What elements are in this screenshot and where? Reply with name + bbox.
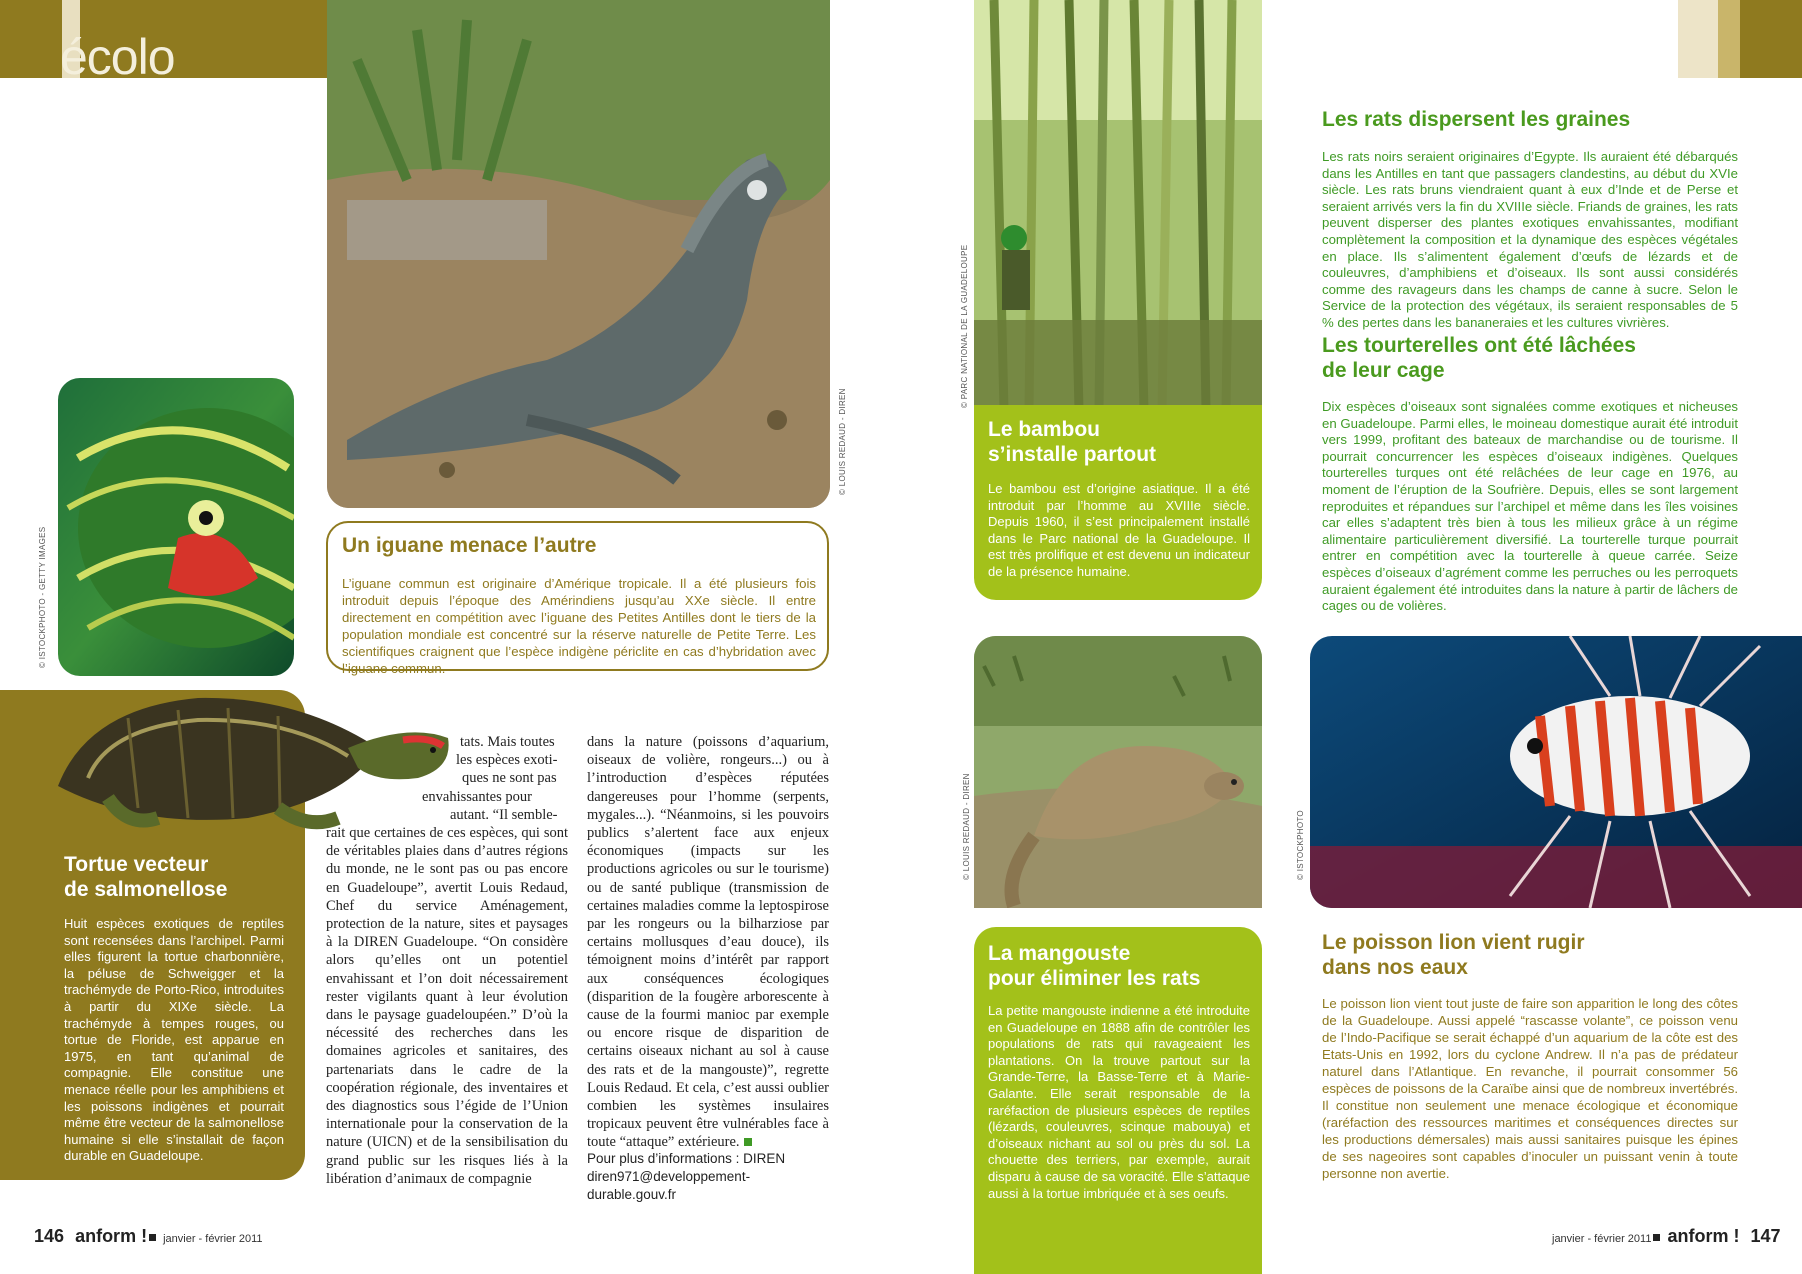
mongoose-photo (974, 636, 1262, 908)
poisson-title: Le poisson lion vient rugir dans nos eaux (1322, 931, 1585, 979)
iguana-photo-credit: © LOUIS REDAUD - DIREN (838, 388, 847, 495)
header-band-right-mid (1718, 0, 1740, 78)
footer-right (1552, 1226, 1781, 1247)
bambou-title: Le bambou s’installe partout (988, 418, 1157, 466)
page-number-right: 147 (1750, 1226, 1781, 1246)
iguane-title: Un iguane menace l’autre (342, 534, 597, 557)
mangouste-body: La petite mangouste indienne a été introduite en Guadeloupe en 1888 afin de contrôler les populations de rats qui ravageaient les plantations. On la trouve partout sur la Grande-Terre, la Basse-Terre et à Marie-Galante. Elle serait responsable de la raréfaction de plusieurs espèces de reptiles (lézards, couleuvres, scinque mabouya) et d’oiseaux nichant au sol ou près du sol. La chouette des terriers, par exemple, aurait disparu à cause de sa voracité. Elle s’attaque aussi à la tortue imbriquée et à ses oeufs. (988, 1003, 1250, 1201)
page-number-left: 146 (34, 1226, 65, 1246)
article-end-mark (744, 1138, 752, 1146)
date-left: janvier - février 2011 (163, 1233, 263, 1245)
mongoose-photo-credit: © LOUIS REDAUD - DIREN (962, 773, 971, 880)
turtle-head-photo (58, 378, 294, 676)
article-col2-body: dans la nature (poissons d’aquarium, oiseaux de volière, rongeurs...) ou à l’introduction d’espèces réputées dangereuses pour l’homme (serpents, mygales...). “Néanmoins, si les pouvoirs publics s’alertent face aux enjeux économiques (impacts sur les productions agricoles ou sur le tourisme) ou de santé publique (transmission de certaines maladies comme la leptospirose par les rongeurs ou la bilharziose par certains mollusques d’eau douce), ils témoignent moins d’intérêt par rapport aux conséquences écologiques (disparition de la fougère arborescente à cause de la fourmi manioc par exemple ou encore risque de disparition de certains oiseaux nichant au sol à cause des rats et de la mangouste)”, regrette Louis Redaud. Et cela, c’est aussi oublier combien les systèmes insulaires tropicaux peuvent être vulnérables face à toute “attaque” extérieure. (587, 734, 829, 1151)
rubric-title: écolo (60, 29, 175, 85)
lionfish-photo (1310, 636, 1802, 908)
iguane-box (326, 521, 829, 676)
mangouste-box (974, 927, 1262, 1274)
lionfish-photo-credit: © ISTOCKPHOTO (1296, 810, 1305, 880)
bambou-box (974, 405, 1262, 600)
mangouste-title: La mangouste pour éliminer les rats (988, 942, 1201, 990)
date-right: janvier - février 2011 (1552, 1233, 1652, 1245)
turtle-photo-credit: © ISTOCKPHOTO - GETTY IMAGES (38, 526, 47, 668)
brand-right: anform ! (1667, 1226, 1740, 1246)
bamboo-photo (974, 0, 1262, 410)
diren-email[interactable]: diren971@developpement-durable.gouv.fr (587, 1169, 751, 1202)
article-info: Pour plus d’informations : DIREN diren971@developpement-durable.gouv.fr (587, 1150, 837, 1204)
brand-left: anform ! (75, 1226, 148, 1246)
header-band-right-dark (1740, 0, 1802, 78)
tourterelles-title: Les tourterelles ont été lâchées de leur cage (1322, 334, 1636, 382)
header-band-right-light (1678, 0, 1718, 78)
tortue-title: Tortue vecteur de salmonellose (64, 853, 228, 901)
tortue-body: Huit espèces exotiques de reptiles sont recensées dans l’archipel. Parmi elles figurent la tortue charbonnière, la péluse de Schweigger et la trachémyde de Porto-Rico, introduites à partir du XIXe siècle. La trachémyde à tempes rouges, ou tortue de Floride, est apparue en 1975, en tant qu’animal de compagnie. Elle constitue une menace réelle pour les amphibiens et les poissons indigènes et pourrait même être vecteur de la salmonellose humaine si elle s’installait de façon durable en Guadeloupe. (64, 916, 284, 1164)
rats-body: Les rats noirs seraient originaires d’Egypte. Ils auraient été débarqués dans les Antilles en tant que passagers clandestins, au début du XVIe siècle. Les rats bruns viendraient quant à eux d’Inde et de Perse et seraient arrivés vers la fin du XVIIIe siècle. Friands de graines, les rats peuvent disperser des plantes exotiques envahissantes, modifiant complètement la composition et la dynamique des espèces végétales en place. Ils s’alimentent également d’œufs de lézards et de couleuvres, d’amphibiens et d’oiseaux. Ils sont aussi considérés comme des ravageurs dans les champs de canne à sucre. Selon le Service de la protection des végétaux, ils seraient responsables de 5 % des pertes dans les bananeraies et les cultures vivrières. (1322, 149, 1738, 330)
iguane-body: L’iguane commun est originaire d’Amérique tropicale. Il a été plusieurs fois introduit depuis l’époque des Amérindiens jusqu’au XXe siècle. Il entre directement en compétition avec l’iguane des Petites Antilles dont le tiers de la population mondiale est concentré sur la réserve naturelle de Petite Terre. Les scientifiques craignent que l’espèce indigène périclite en cas d’hybridation avec l’iguane commun. (342, 576, 816, 676)
iguana-photo (327, 0, 830, 508)
article-col1-body: rait que certaines de ces espèces, qui sont de véritables plaies dans d’autres régions du monde, ne le sont pas ou pas encore en Guadeloupe”, avertit Louis Redaud, Chef du service Aménagement, protection de la nature, sites et paysages à la DIREN Guadeloupe. “On considère alors qu’elles ont un potentiel envahissant et l’on doit nécessairement rester vigilants quant à leur évolution dans le paysage guadeloupéen.” D’où la nécessité des recherches dans les domaines agricoles et sanitaires, des partenariats dans le cadre de la coopération régionale, des inventaires et des diagnostics sous l’égide de l’Union internationale pour la conservation de la nature (UICN) et de la sensibilisation du grand public sur les risques liés à la libération d’animaux de compagnie (326, 825, 568, 1187)
footer-left (34, 1226, 263, 1247)
bamboo-photo-credit: © PARC NATIONAL DE LA GUADELOUPE (960, 244, 969, 408)
tourterelles-body: Dix espèces d’oiseaux sont signalées comme exotiques et nicheuses en Guadeloupe. Parmi elles, le moineau domestique aurait été introduit vers 1999, profitant des bateaux de marchandise ou de tourisme. Il pourrait concurrencer les espèces d’oiseaux indigènes. Quelques tourterelles turques ont été relâchées de leur cage en 1976, au moment de l’éruption de la Soufrière. Depuis, elles se sont largement reproduites et répandues sur l’archipel et même dans les îles voisines car elles s’adaptent très bien à tous les milieux grâce à un régime alimentaire particulièrement diversifié. La tourterelle turque pourrait entrer en compétition avec la tourterelle à queue carrée. Seize espèces d’oiseaux d’agrément comme les perruches ou les perroquets auraient également été introduites dans la nature à partir de lâchers de cages ou de volières. (1322, 399, 1738, 614)
article-col1-top: tats. Mais toutes les espèces exoti- ques ne sont pas envahissantes pour autant. “Il semble- (422, 734, 558, 823)
bambou-body: Le bambou est d’origine asiatique. Il a été introduit par l’homme au XVIIIe siècle. Depuis 1960, il s’est principalement installé dans le Parc national de la Guadeloupe. Il est très prolifique et est devenu un indicateur de la présence humaine. (988, 481, 1250, 579)
poisson-body: Le poisson lion vient tout juste de faire son apparition le long des côtes de la Guadeloupe. Aussi appelé “rascasse volante”, ce poisson venu de l’Indo-Pacifique se serait échappé d’un aquarium de la côte est des Etats-Unis en 1992, lors du cyclone Andrew. Il n’a pas de prédateur naturel dans l’Atlantique. En revanche, il pourrait consommer 56 espèces de poissons de la Caraïbe ainsi que de nombreux invertébrés. Il constitue non seulement une menace écologique et économique (raréfaction des ressources maritimes et conséquences directes sur les productions démersales) mais aussi sanitaires puisque les épines de ses nageoires sont capables d’inoculer un puissant venin à toute personne non avertie. (1322, 996, 1738, 1181)
rats-title: Les rats dispersent les graines (1322, 108, 1631, 131)
